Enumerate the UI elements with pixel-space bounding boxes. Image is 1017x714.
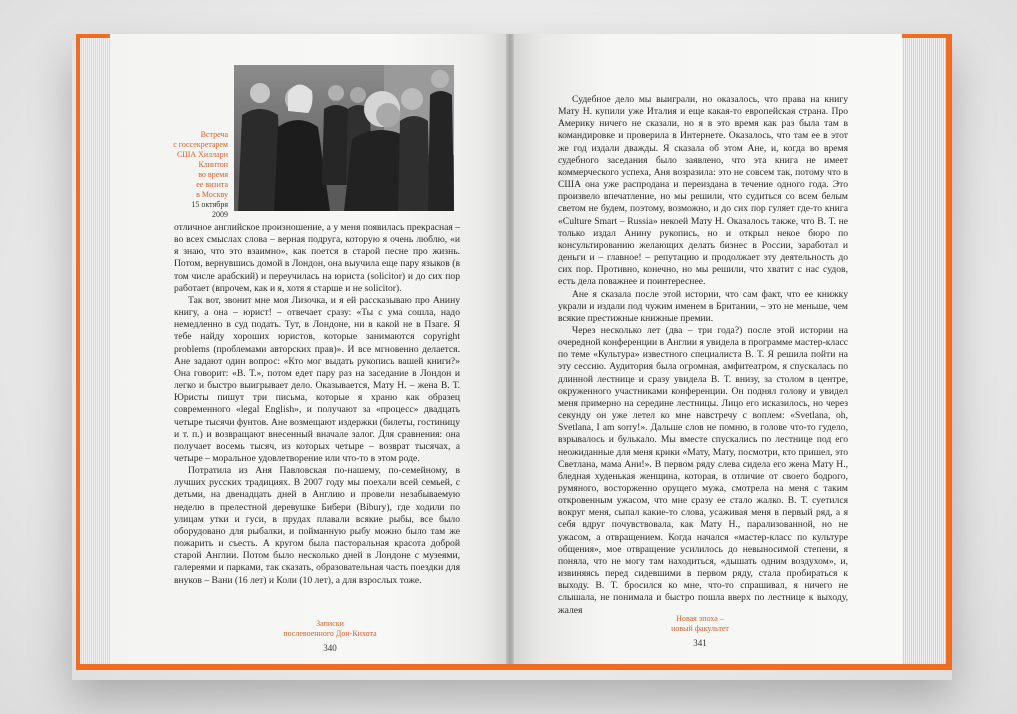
caption-line: Встреча — [200, 130, 228, 139]
paragraph: Судебное дело мы выиграли, но оказалось, что права на книгу Мату Н. купили уже Италия и еще какая-то европейская страна. Про Америку ничего не сказали, но я в это время как раз была там в командировке и проверила в Интернете. Оказалось, что там ее в этот же год издали дважды. Я сказала об этом Ане, и, когда во время судебного заседания было заявлено, что эта книга не имеет коммерческого успеха, Аня возразила: это не совсем так, потому что в США она уже распродана и переиздана в течение одного года. Это произвело впечатление, но мы решили, что судиться со всем белым светом не будем, поэтому, возможно, и до сих пор гуляет где-то книга «Culture Smart – Russia» некоей Мату Н. Оказалось также, что В. Т. не только издал Анину рукопись, но и открыл некое бюро по консультированию желающих делать бизнес в России, заработал и деньги и – главное! – репутацию и продолжает эту деятельность до сих пор. Противно, конечно, но мы решили, что хватит с нас судов, есть дела поважнее и поинтереснее. — [558, 94, 848, 288]
paragraph: Через несколько лет (два – три года?) после этой истории на очередной конференции в Англии я увидела в программе мастер-класс по теме «Культура» известного специалиста В. Т. Я решила пойти на эту сессию. Аудитория была огромная, амфитеатром, я спускалась по длинной лестнице и сразу увидела В. Т. внизу, за столом в центре, окруженного участниками конференции. Он поднял голову и увидел меня примерно на середине лестницы. Лицо его исказилось, но через секунду он уже летел ко мне навстречу с воплем: «Svetlana, oh, Svetlana, I am sorry!». Дальше слов не помню, в голове что-то гудело, взрывалось и булькало. Мы вместе спускались по лестнице под его неожиданные для меня крики «Мату, Мату, посмотри, кто пришел, это Светлана, мама Ани!». В первом ряду слева сидела его жена Мату Н., бледная худенькая женщина, которая, в отличие от своего бодрого, румяного, восторженно орущего мужа, смотрела на меня с таким откровенным ужасом, что мне сразу ее стало жалко. В. Т. суетился вокруг меня, сыпал какие-то слова, усаживая меня в первый ряд, а я себя вдруг почувствовала, как Мату Н., парализованной, но не ужасом, а отвращением. Когда начался «мастер-класс по культуре общения», мое отвращение усилилось до невыносимой степени, я поняла, что не могу там находиться, «дышать одним воздухом», и, извиняясь перед сидевшими в первом ряду, стала пробираться к выходу. В. Т. бросился ко мне, что-то спрашивал, я ничего не слышала, не понимала и быстро пошла вверх по лестнице к выходу, жалея — [558, 324, 848, 616]
footer-title-line: Новая эпоха – — [676, 614, 724, 623]
right-page-body — [558, 94, 848, 617]
paragraph: отличное английское произношение, а у меня появилась прекрасная – во всех смыслах слова – верная подруга, которую я очень люблю, «и я знаю, что это взаимно», как поется в старой песне про жизнь. Потом, вернувшись домой в Лондон, она выучила еще пару языков (в том числе арабский) и переучилась на юриста (solicitor) и до сих пор работает (впрочем, как и я, хотя я старше и не solicitor). — [174, 222, 460, 294]
photo-caption — [150, 130, 228, 220]
photo-meeting-illustration — [234, 65, 454, 211]
caption-date: 15 октября — [191, 200, 228, 209]
right-running-footer — [640, 614, 760, 648]
page-number: 340 — [323, 643, 337, 653]
page-edges-right — [902, 38, 946, 664]
footer-title-line: послевоенного Дон-Кихота — [283, 629, 377, 638]
page-edges-left — [80, 38, 114, 664]
caption-line: ее визита — [196, 180, 228, 189]
caption-date: 2009 — [212, 210, 228, 219]
caption-line: с госсекретарем — [173, 140, 228, 149]
paragraph: Потратила из Аня Павловская по-нашему, по-семейному, в лучших русских традициях. В 2007 году мы поехали всей семьей, с детьми, на двенадцать дней в Англию и провели незабываемую неделю в прелестной деревушке Бибери (Bibury), где ходили по улицам утки и гуси, в прудах плавали всякие рыбы, все было оборудовано для рыбалки, и пойманную рыбу можно было там же пожарить и съесть. А кругом была пасторальная красота доброй старой Англии. Потом было несколько дней в Лондоне с музеями, галереями и парками, так сказать, образовательная часть поездки для внуков – Вани (16 лет) и Коли (10 лет), а для взрослых тоже. — [174, 465, 460, 586]
caption-line: Клинтон — [198, 160, 228, 169]
page-number: 341 — [693, 638, 707, 648]
paragraph: Ане я сказала после этой истории, что сам факт, что ее книжку украли и издали под чужим именем в Британии, – это не меньше, чем всякие престижные книжные премии. — [558, 288, 848, 324]
book-gutter — [506, 34, 514, 664]
left-running-footer — [260, 619, 400, 653]
caption-line: в Москву — [196, 190, 228, 199]
photo-meeting — [234, 65, 454, 211]
caption-line: во время — [198, 170, 228, 179]
caption-line: США Хиллари — [176, 150, 228, 159]
footer-title-line: новый факультет — [671, 624, 729, 633]
paragraph: Так вот, звонит мне моя Лизочка, и я ей рассказываю про Анину книгу, а она – юрист! – отвечает сразу: «Ты с ума сошла, надо немедленно в суд подать. Тут, в Лондоне, ни в какой не в Пзаге. Я тебе найду хороших юристов, которые занимаются copyright problems (проблемами авторских прав)». И все мгновенно делается. Ане задают один вопрос: «Кто мог выдать рукопись вашей книги?» Она говорит: «В. Т.», потом едет пару раз на заседание в Лондон и легко и быстро выигрывает дело. Оказывается, Мату Н. – жена В. Т. Юристы пишут три письма, которые я храню как образец современного «legal English», и получают за «процесс» двадцать четыре тысячи фунтов. Ане возмещают издержки (билеты, гостиницу и т. п.) и возвращают внесенный вначале залог. Для сравнения: она получает восемь тысяч, из которых четыре – возврат тысячах, а четыре – моральное удовлетворение или что-то в этом роде. — [174, 294, 460, 464]
footer-title-line: Записки — [316, 619, 344, 628]
right-page — [510, 34, 902, 664]
left-page-body — [174, 222, 460, 587]
left-page — [110, 34, 510, 664]
